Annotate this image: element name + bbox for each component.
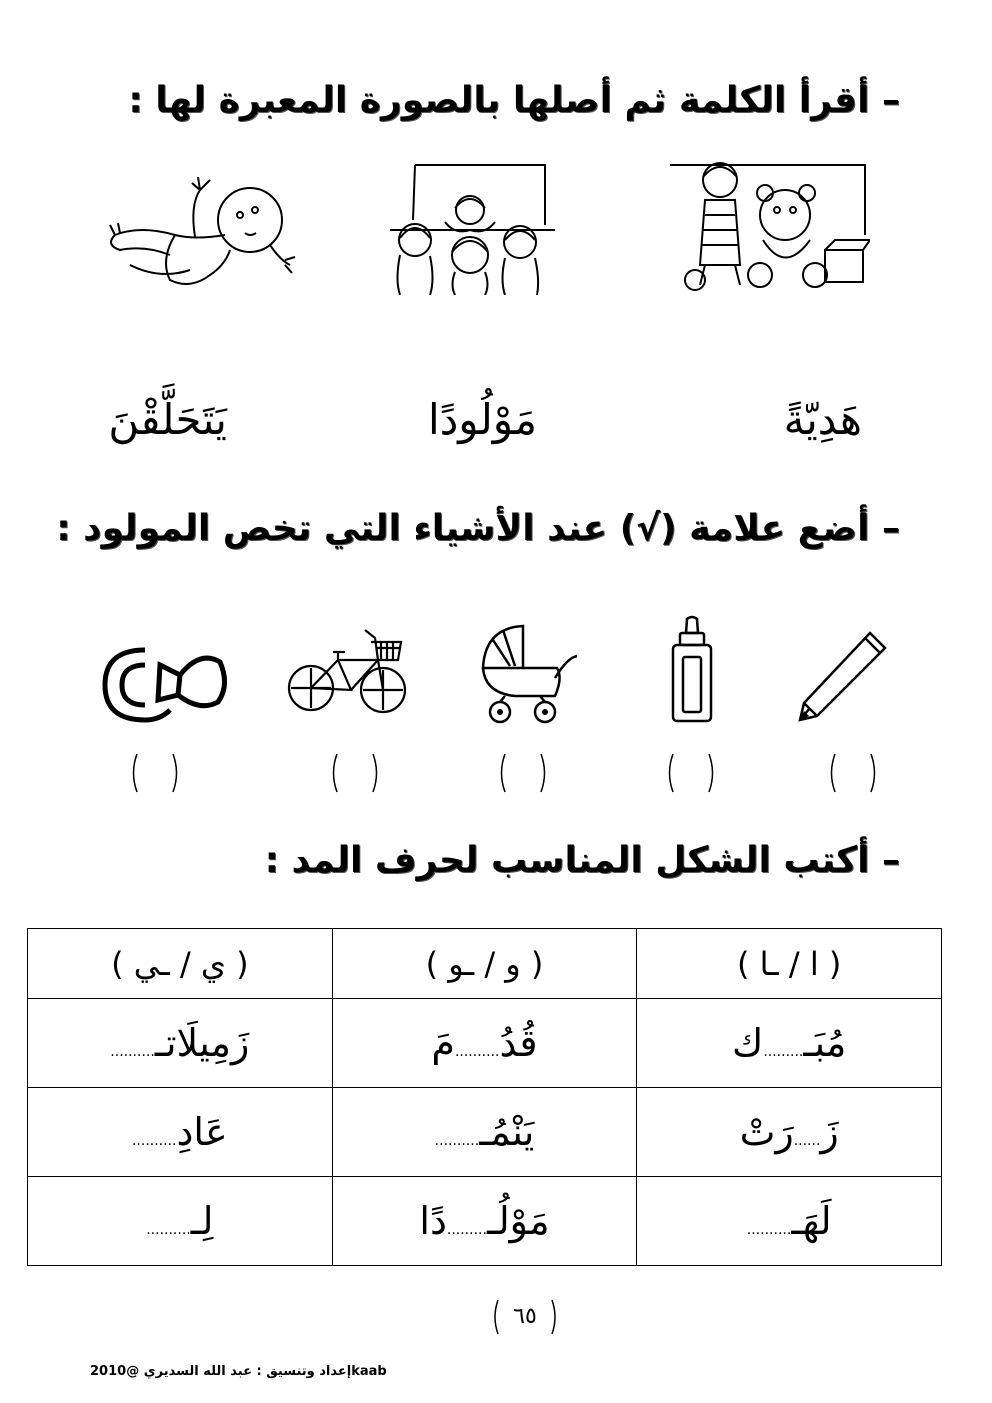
page-number: ٦٥ xyxy=(513,1304,537,1329)
word-newborn: مَوْلُودًا xyxy=(427,395,537,444)
bicycle-icon xyxy=(283,620,413,720)
table-row xyxy=(28,999,942,1088)
table-cell[interactable]: لَهَـ.......... xyxy=(637,1177,942,1266)
word-gather-around: يَتَحَلَّقْنَ xyxy=(108,395,227,444)
table-row xyxy=(28,1177,942,1266)
table-cell[interactable]: مُبَـ.........ك xyxy=(637,999,942,1088)
word-gift: هَدِيّةً xyxy=(783,395,862,444)
checkbox-stroller[interactable] xyxy=(495,752,551,794)
table-cell[interactable]: يَنْمُـ.......... xyxy=(332,1088,637,1177)
toys-picture xyxy=(665,155,870,295)
section3-heading: – أكتب الشكل المناسب لحرف المد : xyxy=(264,840,900,881)
checkbox-pacifier[interactable] xyxy=(127,752,183,794)
table-cell[interactable]: زَمِيلَاتـ.......... xyxy=(28,999,333,1088)
header-alif: ( ا / ـا ) xyxy=(637,929,942,999)
page-number-box xyxy=(490,1297,560,1337)
table-cell[interactable]: لِـ.......... xyxy=(28,1177,333,1266)
table-header-row xyxy=(28,929,942,999)
section2-heading: – أضع علامة (√) عند الأشياء التي تخص المولود : xyxy=(56,508,900,549)
header-yaa: ( ي / ـي ) xyxy=(28,929,333,999)
table-cell[interactable]: مَوْلُـ.........دًا xyxy=(332,1177,637,1266)
credit-line: إعداد وتنسيق : عبد الله السديري @2010kaab xyxy=(90,1364,387,1379)
stroller-icon xyxy=(475,618,580,726)
section1-heading: – أقرأ الكلمة ثم أصلها بالصورة المعبرة لها : xyxy=(128,80,900,121)
madd-letter-table xyxy=(27,928,942,1266)
table-cell[interactable]: عَادِ.......... xyxy=(28,1088,333,1177)
checkbox-pencil[interactable] xyxy=(825,752,881,794)
checkbox-bicycle[interactable] xyxy=(327,752,383,794)
girls-in-circle-picture xyxy=(385,160,560,295)
pencil-icon xyxy=(795,628,890,723)
pacifier-icon xyxy=(100,640,230,725)
checkbox-baby-bottle[interactable] xyxy=(663,752,719,794)
table-cell[interactable]: زَ......رَتْ xyxy=(637,1088,942,1177)
header-waw: ( و / ـو ) xyxy=(332,929,637,999)
baby-bottle-icon xyxy=(665,615,720,725)
baby-picture xyxy=(100,165,300,295)
table-cell[interactable]: قُدُ..........مَ xyxy=(332,999,637,1088)
table-row xyxy=(28,1088,942,1177)
